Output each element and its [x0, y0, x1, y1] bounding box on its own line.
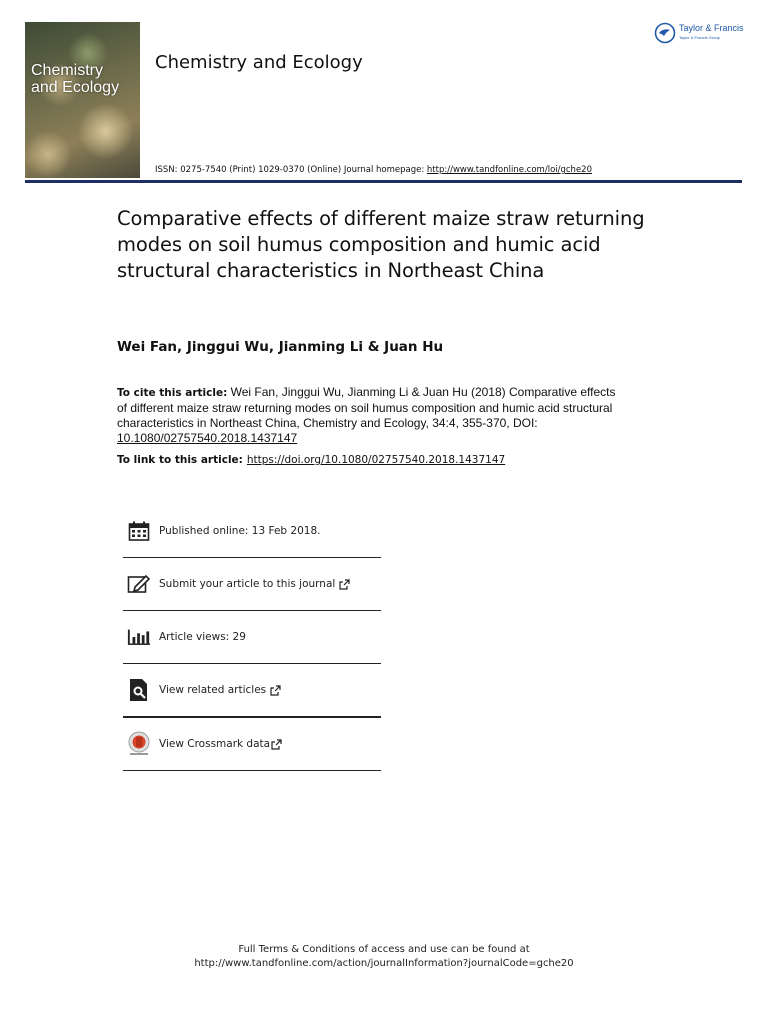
- publisher-logo[interactable]: [654, 22, 744, 44]
- footer-terms-link[interactable]: http://www.tandfonline.com/action/journalInformation?journalCode=gche20: [194, 958, 574, 969]
- publisher-logo-main: Taylor & Francis: [679, 23, 744, 33]
- citation-block: [117, 385, 617, 446]
- link-label: To link to this article:: [117, 454, 243, 466]
- publisher-logo-sub: Taylor & Francis Group: [679, 35, 720, 40]
- cover-title: [31, 62, 119, 96]
- bar-chart-icon: [127, 625, 151, 649]
- cover-title-line1: Chemistry: [31, 62, 104, 79]
- taylor-francis-icon: [654, 22, 676, 44]
- article-doi-link[interactable]: https://doi.org/10.1080/02757540.2018.1437147: [246, 454, 506, 466]
- edit-icon: [127, 572, 151, 596]
- crossmark-link[interactable]: View Crossmark data: [159, 738, 271, 750]
- cite-label: To cite this article:: [117, 387, 228, 399]
- external-link-icon: [270, 685, 281, 696]
- journal-homepage-link[interactable]: http://www.tandfonline.com/loi/gche20: [426, 165, 592, 175]
- article-title: Comparative effects of different maize straw returning modes on soil humus composition and humic acid structural characteristics in Northeast China: [117, 207, 645, 282]
- external-link-icon: [271, 739, 282, 750]
- article-views-row: [123, 611, 381, 664]
- terms-footer: [0, 943, 768, 971]
- crossmark-icon: [127, 732, 151, 756]
- cover-title-line2: and Ecology: [31, 79, 120, 96]
- article-info-list: [123, 505, 381, 771]
- cite-doi-link[interactable]: 10.1080/02757540.2018.1437147: [117, 431, 298, 445]
- article-authors[interactable]: Wei Fan, Jinggui Wu, Jianming Li & Juan Hu: [117, 339, 444, 355]
- external-link-icon: [339, 579, 350, 590]
- issn-line: [155, 165, 592, 175]
- footer-line1: Full Terms & Conditions of access and use can be found at: [238, 944, 530, 955]
- journal-name[interactable]: Chemistry and Ecology: [155, 52, 363, 73]
- submit-article-link[interactable]: Submit your article to this journal: [159, 578, 336, 590]
- article-views-text: Article views: 29: [159, 631, 246, 643]
- cite-text: Wei Fan, Jinggui Wu, Jianming Li & Juan Hu (2018) Comparative effects of different maize straw returning modes on soil humus composition and humic acid structural characteristics in Northeast China, Chemistry and Ecology, 34:4, 355-370, DOI:: [117, 385, 616, 430]
- related-articles-link[interactable]: View related articles: [159, 684, 267, 696]
- document-search-icon: [127, 678, 151, 702]
- crossmark-row[interactable]: [123, 718, 381, 771]
- related-articles-row[interactable]: [123, 664, 381, 718]
- article-link-line: [117, 454, 505, 466]
- journal-cover-image: [25, 22, 140, 178]
- calendar-icon: [127, 519, 151, 543]
- published-row: [123, 505, 381, 558]
- submit-article-row[interactable]: [123, 558, 381, 611]
- issn-text: ISSN: 0275-7540 (Print) 1029-0370 (Online) Journal homepage:: [155, 165, 427, 175]
- header-divider: [25, 180, 742, 183]
- published-text: Published online: 13 Feb 2018.: [159, 525, 321, 537]
